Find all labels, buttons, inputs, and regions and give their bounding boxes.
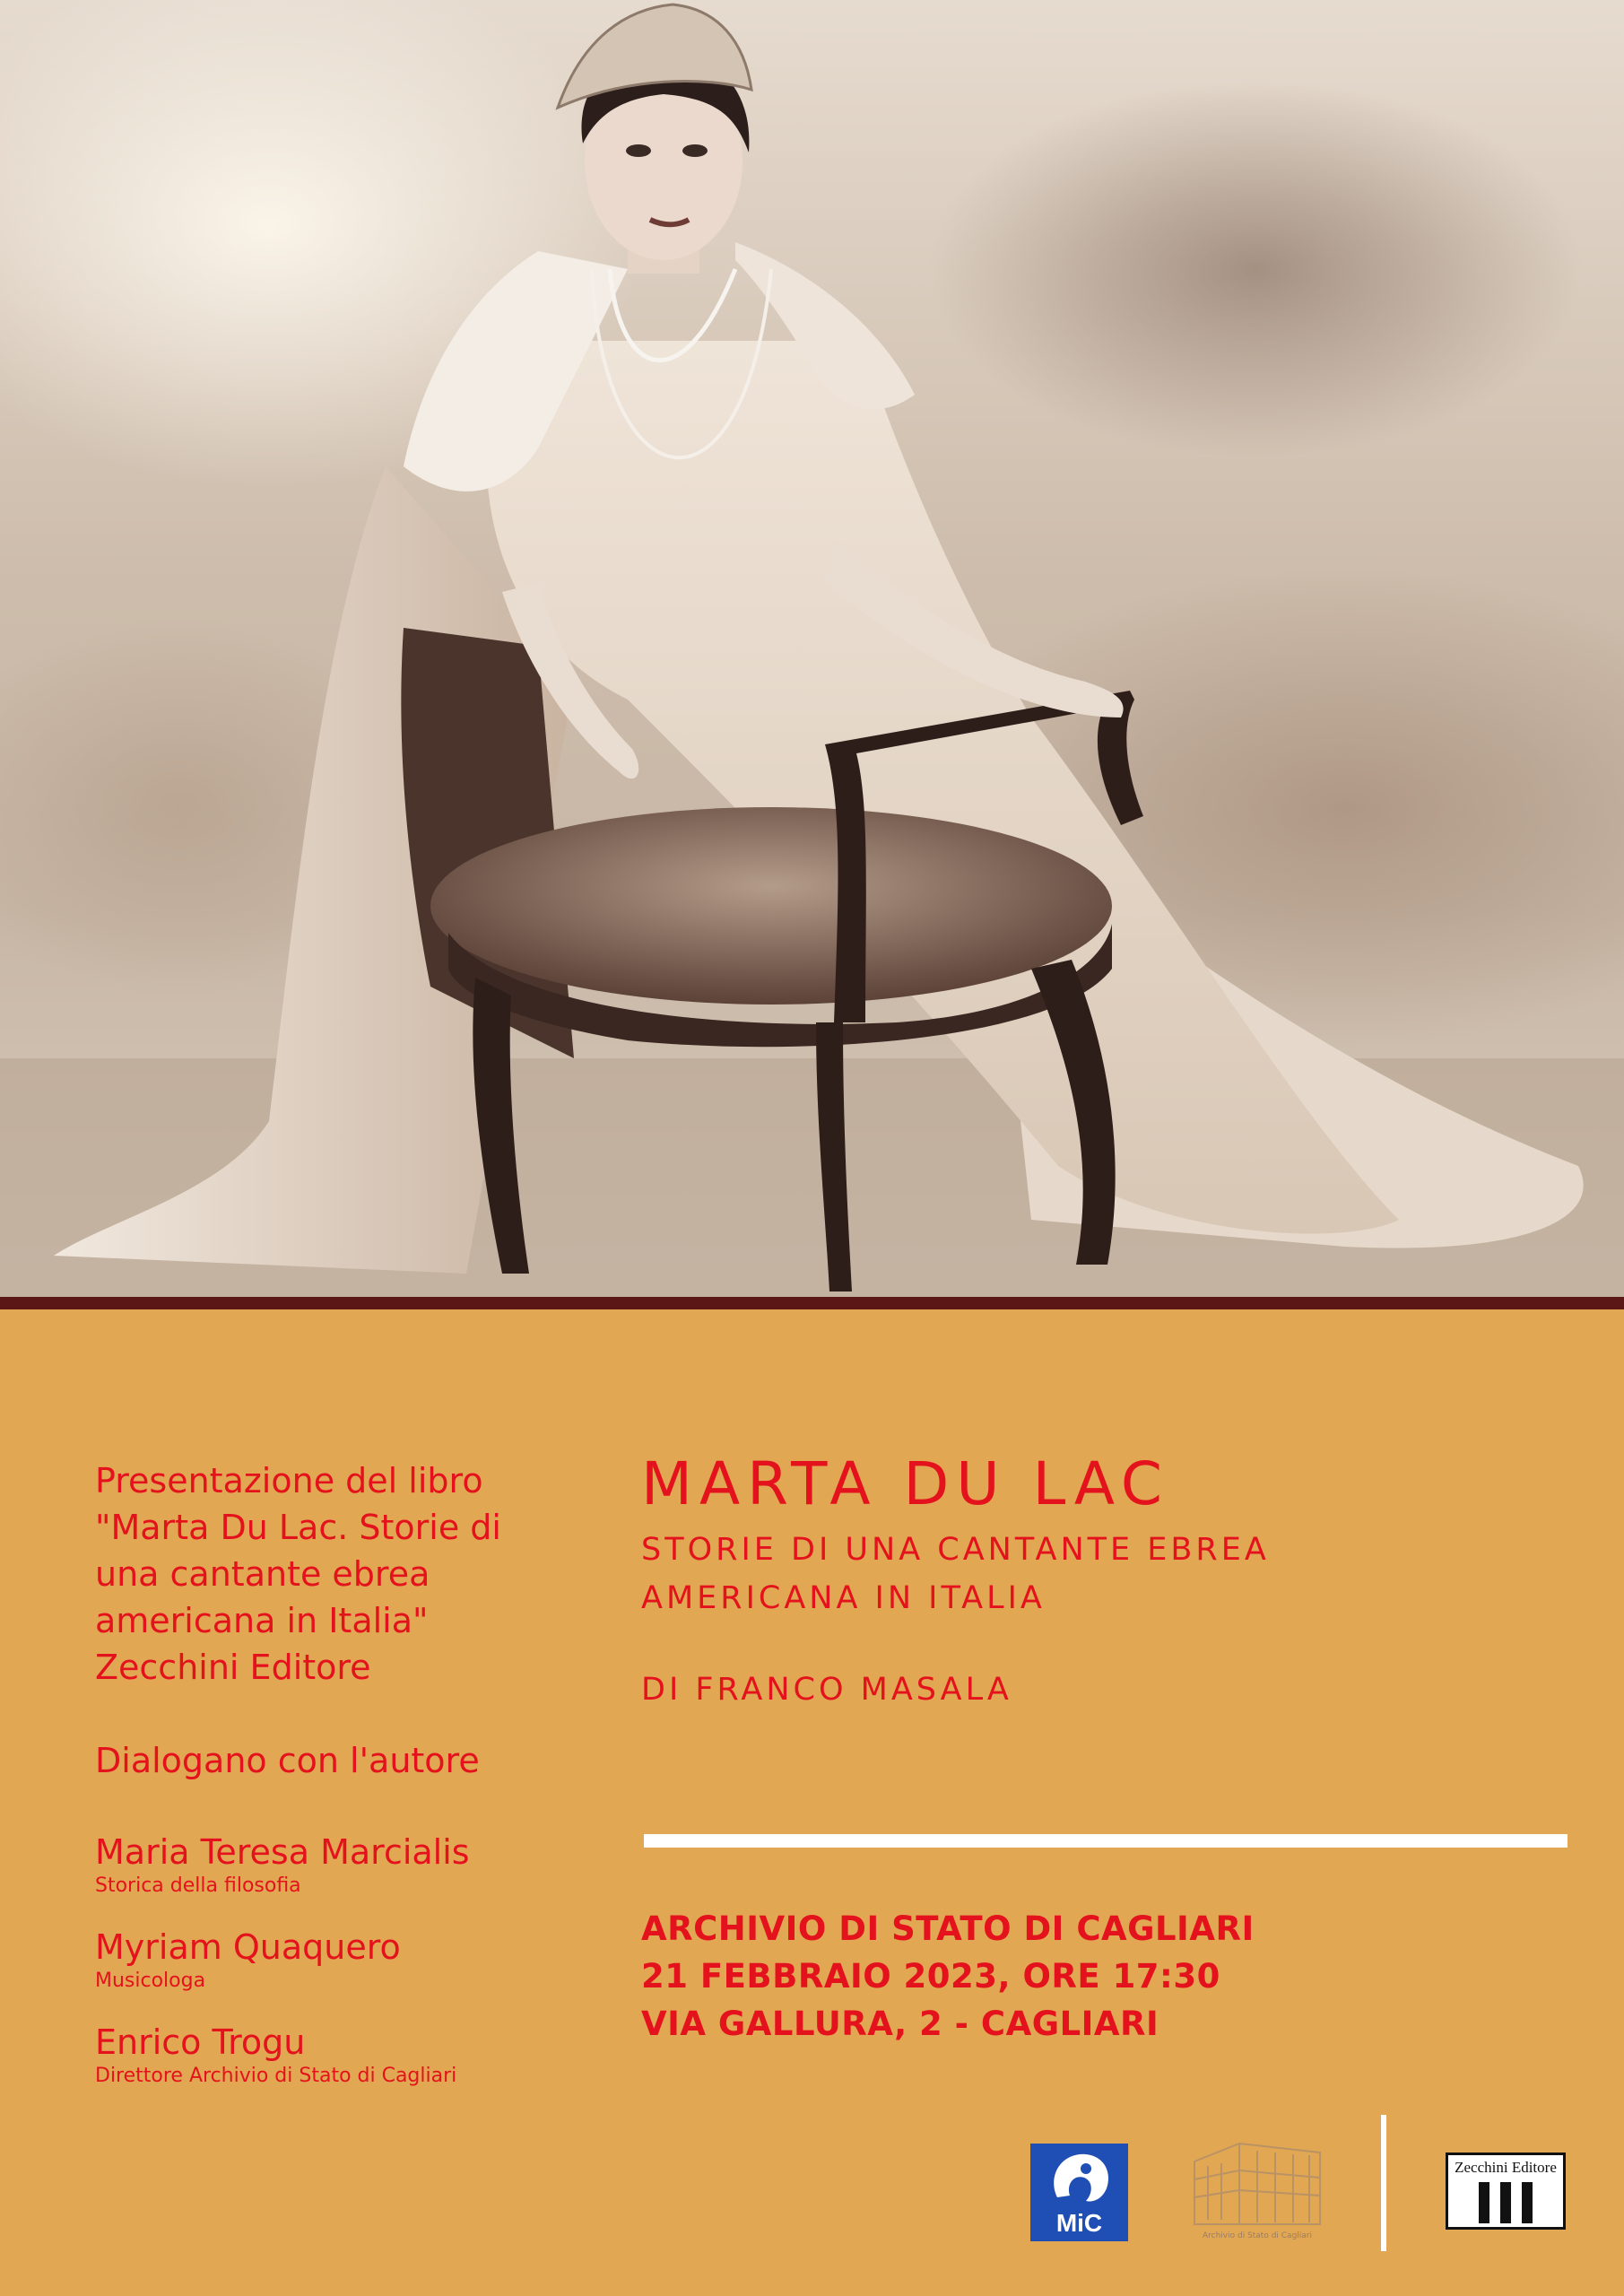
dialog-heading: Dialogano con l'autore (95, 1741, 480, 1780)
book-subtitle (641, 1526, 1574, 1622)
zecchini-bars-icon (1473, 2182, 1538, 2223)
event-address: VIA GALLURA, 2 - CAGLIARI (641, 2005, 1159, 2043)
logo-divider (1381, 2115, 1386, 2251)
left-column (95, 1457, 597, 2089)
speaker-role: Musicologa (95, 1970, 206, 1992)
horizontal-rule (644, 1834, 1568, 1848)
event-date: 21 FEBBRAIO 2023, ORE 17:30 (641, 1957, 1220, 1996)
event-details (641, 1905, 1255, 2048)
right-column (641, 1448, 1574, 1714)
speaker-name: Maria Teresa Marcialis (95, 1832, 470, 1872)
speaker-name: Enrico Trogu (95, 2022, 306, 2062)
subtitle-line-2: AMERICANA IN ITALIA (641, 1580, 1046, 1616)
speaker-name: Myriam Quaquero (95, 1927, 401, 1967)
mic-logo (1030, 2144, 1128, 2241)
zecchini-logo-text: Zecchini Editore (1455, 2159, 1557, 2176)
zecchini-logo (1446, 2152, 1566, 2230)
book-author: DI FRANCO MASALA (641, 1672, 1012, 1708)
photo-divider-band (0, 1297, 1624, 1309)
mic-emblem-icon (1030, 2144, 1128, 2215)
speaker-role: Direttore Archivio di Stato di Cagliari (95, 2065, 457, 2087)
archive-building-icon (1185, 2126, 1329, 2230)
speaker-3 (95, 2021, 597, 2089)
archivio-logo (1185, 2126, 1329, 2242)
archivio-caption: Archivio di Stato di Cagliari (1202, 2231, 1313, 2240)
speaker-2 (95, 1926, 597, 1994)
book-title: MARTA DU LAC (641, 1449, 1169, 1518)
book-presentation-text: Presentazione del libro "Marta Du Lac. Storie di una cantante ebrea americana in Italia" Zecchini Editore (95, 1461, 501, 1687)
mic-logo-text: MiC (1055, 2209, 1103, 2237)
speaker-role: Storica della filosofia (95, 1874, 301, 1897)
event-place: ARCHIVIO DI STATO DI CAGLIARI (641, 1909, 1255, 1948)
subtitle-line-1: STORIE DI UNA CANTANTE EBREA (641, 1532, 1270, 1568)
speaker-1 (95, 1831, 597, 1899)
